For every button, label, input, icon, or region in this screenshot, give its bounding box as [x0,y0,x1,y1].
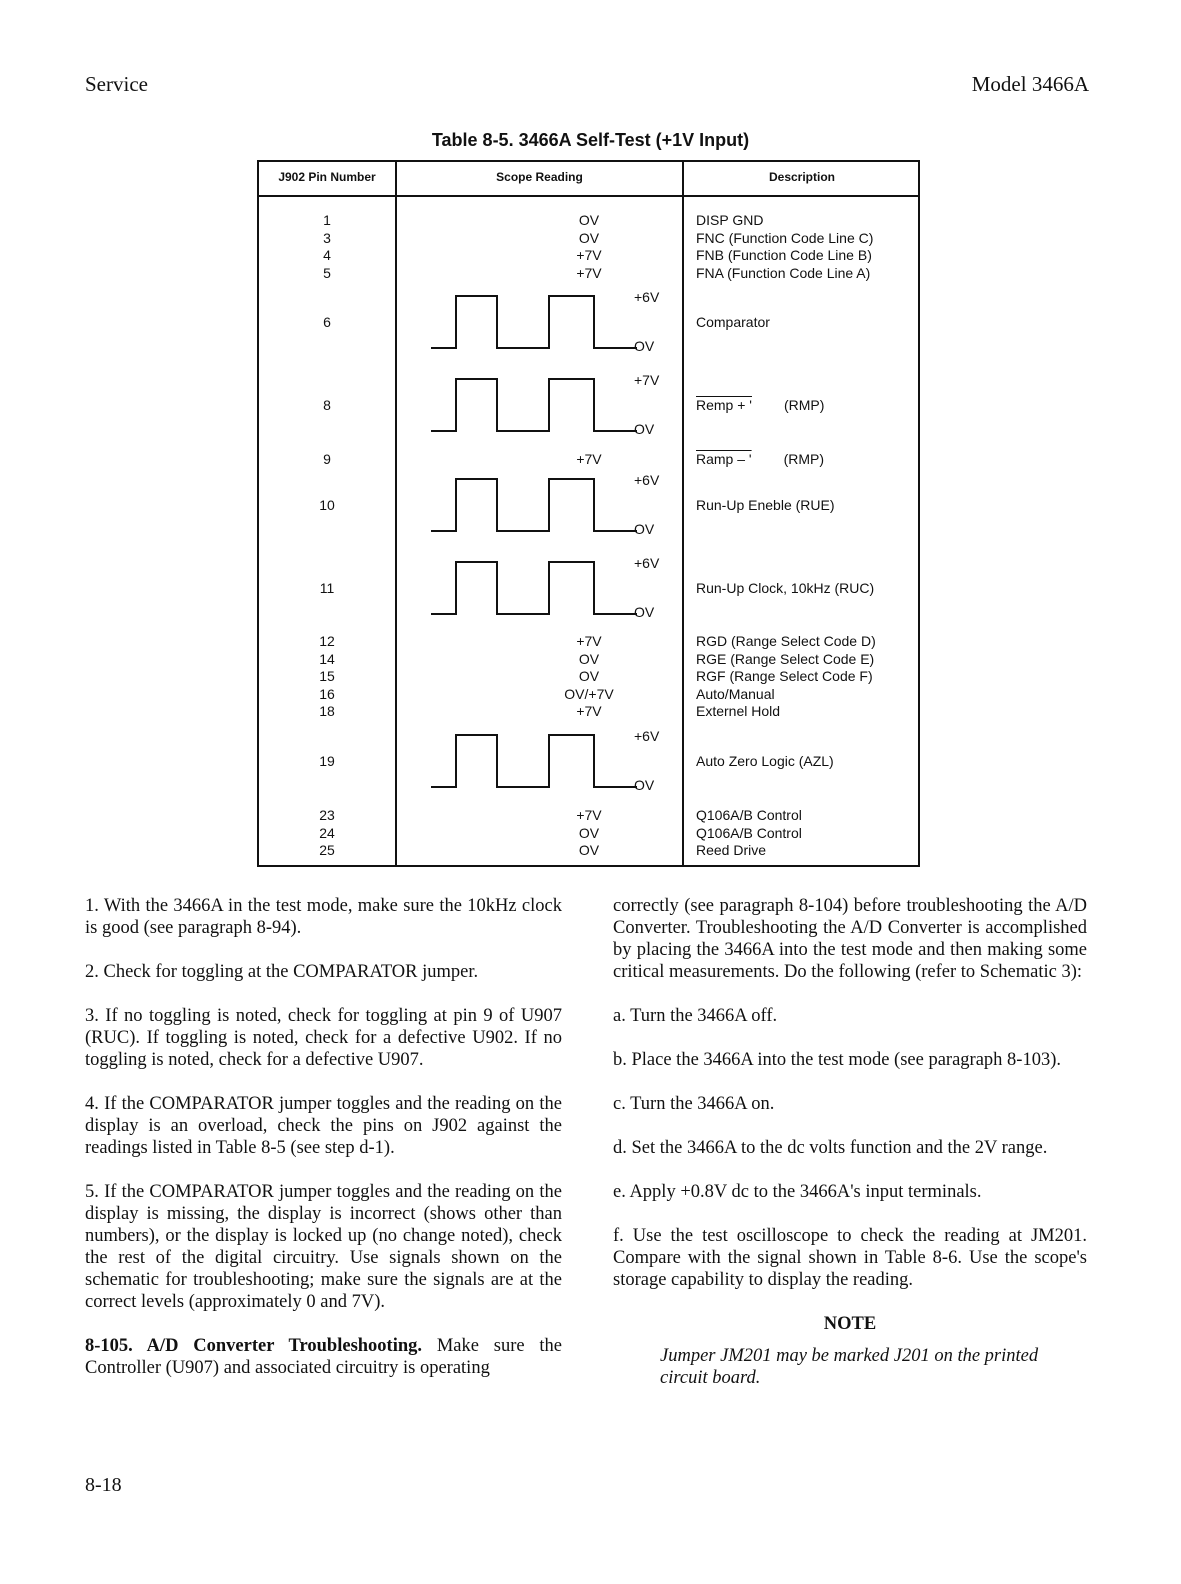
step-1: 1. With the 3466A in the test mode, make sure the 10kHz clock is good (see paragraph 8-94). [85,896,562,938]
wave-high-label: +6V [634,472,660,488]
note-text: Jumper JM201 may be marked J201 on the printed circuit board. [660,1346,1039,1388]
header-pin: J902 Pin Number [278,170,376,184]
section-heading: 8-105. A/D Converter Troubleshooting. [85,1336,423,1356]
header-desc: Description [768,170,835,184]
step-2: 2. Check for toggling at the COMPARATOR jumper. [85,962,479,982]
scope-pin-9: +7V [576,451,602,467]
step-5: 5. If the COMPARATOR jumper toggles and the reading on the display is missing, the display is incorrect (shows other than numbers), or the display is locked up (no change noted), check the rest of the digital circuitry. Use signals shown on the schematic for troubleshooting; make sure the signals are at the correct levels (approximately 0 and 7V). [85,1182,562,1312]
desc-auto-zero: Auto Zero Logic (AZL) [696,753,834,769]
pin-6: 6 [323,314,331,330]
table-row: 23 24 25 [319,807,335,858]
wave-low-label: OV [634,604,655,620]
pin-10: 10 [319,497,335,513]
wave-high-label: +6V [634,728,660,744]
pin-8: 8 [323,397,331,413]
wave-high-label: +7V [634,372,660,388]
page-number: 8-18 [85,1474,122,1496]
desc-ramp-plus: Remp + ' (RMP) [696,397,825,413]
wave-high-label: +6V [634,289,660,305]
left-column [85,895,562,1379]
descriptions: DISP GND FNC (Function Code Line C) FNB (Function Code Line B) FNA (Function Code Line A) [696,212,874,281]
desc-ramp-minus: Ramp – ' (RMP) [696,451,825,467]
step-d: d. Set the 3466A to the dc volts function and the 2V range. [613,1138,1048,1158]
square-wave-pin-10 [429,475,639,535]
square-wave-pin-8 [429,375,639,435]
step-e: e. Apply +0.8V dc to the 3466A's input terminals. [613,1182,982,1202]
step-3: 3. If no toggling is noted, check for toggling at pin 9 of U907 (RUC). If toggling is noted, check for a defective U902. If no toggling is noted, check for a defective U907. [85,1006,562,1070]
running-header-left: Service [85,72,148,96]
desc-run-up-clock: Run-Up Clock, 10kHz (RUC) [696,580,875,596]
pin-19: 19 [319,753,335,769]
table-title: Table 8-5. 3466A Self-Test (+1V Input) [431,130,750,150]
step-4: 4. If the COMPARATOR jumper toggles and the reading on the display is an overload, check the pins on J902 against the readings listed in Table 8-5 (see step d-1). [85,1094,562,1158]
step-a: a. Turn the 3466A off. [613,1006,778,1026]
descriptions: RGD (Range Select Code D) RGE (Range Select Code E) RGF (Range Select Code F) Auto/Manual Externel Hold [696,633,876,719]
scope-readings: OV OV +7V +7V [576,212,602,281]
descriptions: Q106A/B Control Q106A/B Control Reed Drive [696,807,802,858]
scope-readings: +7V OV OV [576,807,602,858]
wave-low-label: OV [634,338,655,354]
wave-low-label: OV [634,521,655,537]
section-text: Make sure the Controller (U907) and associated circuitry is operating [85,1336,562,1378]
step-c: c. Turn the 3466A on. [613,1094,775,1114]
scope-readings: +7V OV OV OV/+7V +7V [564,633,614,719]
wave-low-label: OV [634,777,655,793]
step-b: b. Place the 3466A into the test mode (see paragraph 8-103). [613,1050,1061,1070]
note-heading: NOTE [823,1314,877,1334]
square-wave-pin-11 [429,558,639,618]
wave-high-label: +6V [634,555,660,571]
pin-11: 11 [319,580,335,596]
wave-low-label: OV [634,421,655,437]
square-wave-pin-6 [429,292,639,352]
pin-9: 9 [323,451,331,467]
intro-paragraph: correctly (see paragraph 8-104) before troubleshooting the A/D Converter. Troubleshooting the A/D Converter is accomplished by placing the 3466A into the test mode and then making some critical measurements. Do the following (refer to Schematic 3): [613,896,1087,982]
header-scope: Scope Reading [496,170,583,184]
running-header-right: Model 3466A [971,72,1089,96]
desc-run-up-enable: Run-Up Eneble (RUE) [696,497,835,513]
section-8-105 [85,1335,562,1379]
right-column [613,895,1087,1389]
step-f: f. Use the test oscilloscope to check the reading at JM201. Compare with the signal shown in Table 8-6. Use the scope's storage capability to display the reading. [613,1226,1087,1290]
table-row: 1 3 4 5 [323,212,331,281]
table-row: 12 14 15 16 18 [319,633,335,719]
desc-comparator: Comparator [696,314,770,330]
self-test-table [257,160,920,867]
square-wave-pin-19 [429,731,639,791]
